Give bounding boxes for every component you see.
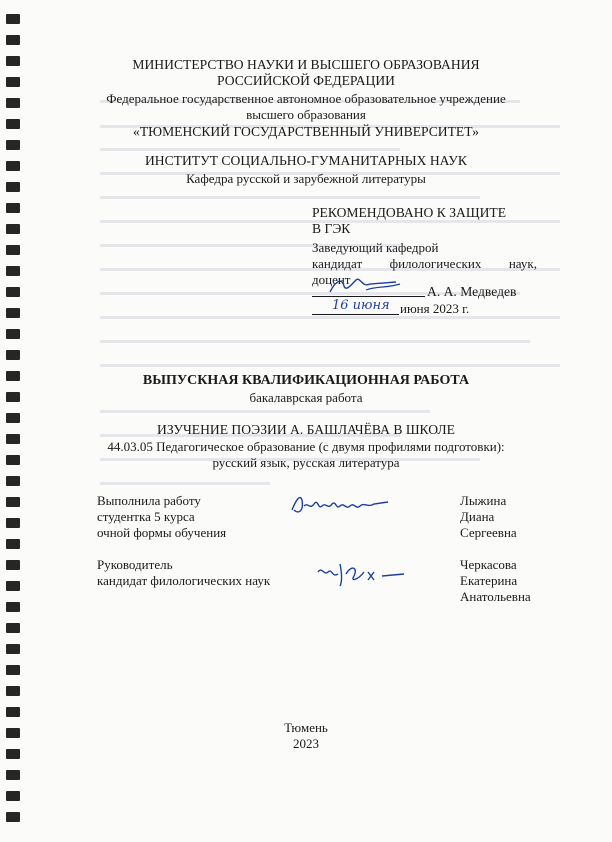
binding-hole [6,560,20,570]
binding-hole [6,14,20,24]
author-signature [286,490,396,518]
thesis-topic: ИЗУЧЕНИЕ ПОЭЗИИ А. БАШЛАЧЁВА В ШКОЛЕ [157,422,455,437]
approval-degree [312,256,537,272]
thesis-level: бакалаврская работа [249,390,363,405]
author-label-1: Выполнила работу [97,493,201,508]
binding-hole [6,812,20,822]
institution-line-2: высшего образования [246,107,366,122]
binding-hole [6,770,20,780]
approval-heading: РЕКОМЕНДОВАНО К ЗАЩИТЕ [312,205,506,220]
author-label-3: очной формы обучения [97,525,227,540]
binding-hole [6,623,20,633]
binding-hole [6,350,20,360]
supervisor-signature [312,558,412,588]
date-handwritten: 16 июня [332,298,390,313]
program-line-2: русский язык, русская литература [212,455,400,470]
university-name: «ТЮМЕНСКИЙ ГОСУДАРСТВЕННЫЙ УНИВЕРСИТЕТ» [133,124,479,139]
author-label-2: студентка 5 курса [97,509,195,524]
degree-word-3: наук, [508,256,537,271]
binding-hole [6,266,20,276]
binding-hole [6,518,20,528]
binding-hole [6,644,20,654]
approval-rank: доцент [312,272,351,287]
supervisor-patronymic: Анатольевна [460,589,531,604]
city: Тюмень [284,720,328,735]
department-name: Кафедра русской и зарубежной литературы [186,171,426,186]
binding-hole [6,539,20,549]
binding-hole [6,686,20,696]
binding-hole [6,497,20,507]
year: 2023 [293,736,319,751]
author-surname: Лыжина [460,493,507,508]
binding-hole [6,707,20,717]
binding-hole [6,308,20,318]
supervisor-name: Екатерина [460,573,518,588]
supervisor-label-2: кандидат филологических наук [97,573,271,588]
ministry-line-1: МИНИСТЕРСТВО НАУКИ И ВЫСШЕГО ОБРАЗОВАНИЯ [132,57,480,72]
binding-hole [6,329,20,339]
binding-hole [6,224,20,234]
degree-word-2: филологических [389,256,482,271]
binding-hole [6,581,20,591]
author-patronymic: Сергеевна [460,525,517,540]
ministry-line-2: РОССИЙСКОЙ ФЕДЕРАЦИИ [216,73,395,88]
date-line [312,314,399,315]
institute-name: ИНСТИТУТ СОЦИАЛЬНО-ГУМАНИТАРНЫХ НАУК [144,153,467,168]
author-name: Диана [460,509,495,524]
binding-hole [6,203,20,213]
approval-position: Заведующий кафедрой [312,240,439,255]
supervisor-label-1: Руководитель [97,557,173,572]
institution-line-1: Федеральное государственное автономное образовательное учреждение [106,91,506,106]
binding-hole [6,791,20,801]
binding-hole [6,35,20,45]
binding-hole [6,476,20,486]
head-name: А. А. Медведев [427,284,517,299]
date-printed: июня 2023 г. [400,301,470,316]
binding-hole [6,602,20,612]
binding-hole [6,245,20,255]
thesis-type: ВЫПУСКНАЯ КВАЛИФИКАЦИОННАЯ РАБОТА [142,373,470,388]
binding-hole [6,287,20,297]
binding-hole [6,140,20,150]
supervisor-surname: Черкасова [460,557,517,572]
program-line-1: 44.03.05 Педагогическое образование (с двумя профилями подготовки): [107,439,505,454]
binding-hole [6,665,20,675]
degree-word-1: кандидат [312,256,363,271]
approval-gek: В ГЭК [312,221,351,236]
head-signature [326,274,406,298]
